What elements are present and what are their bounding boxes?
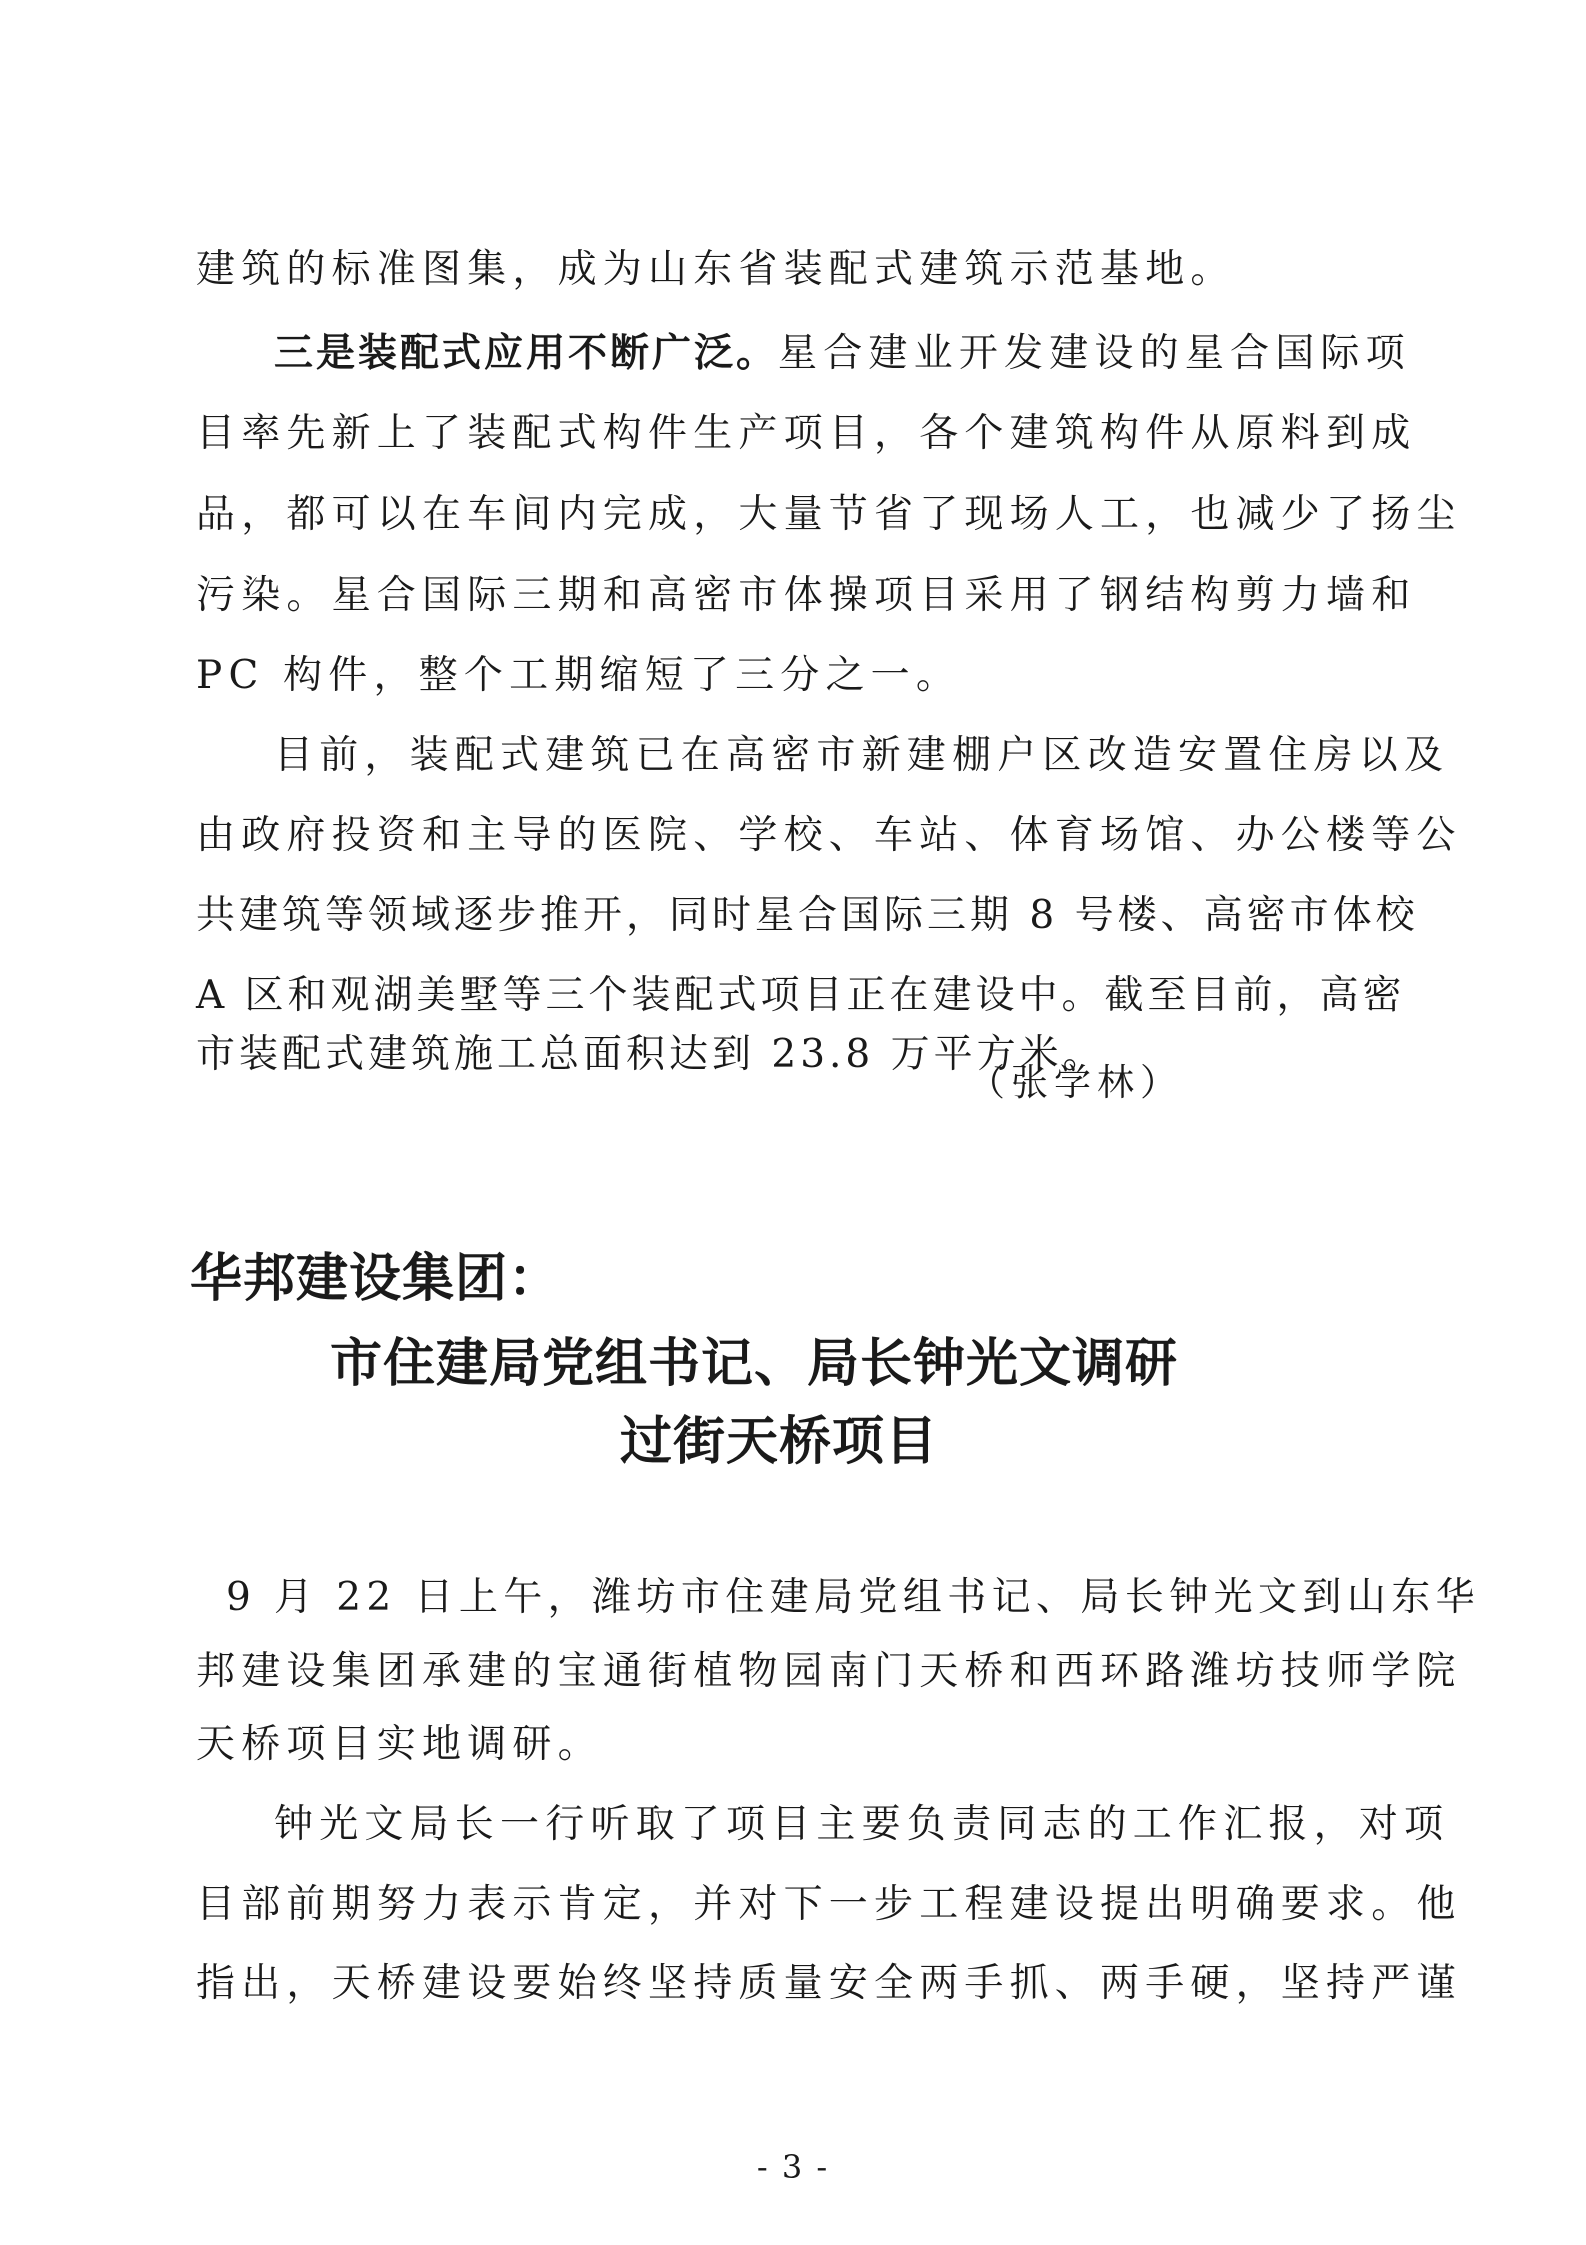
paragraph-line: 天桥项目实地调研。 [196,1722,603,1767]
paragraph-line: 品，都可以在车间内完成，大量节省了现场人工，也减少了扬尘 [196,492,1462,537]
paragraph-line: 指出，天桥建设要始终坚持质量安全两手抓、两手硬，坚持严谨 [196,1961,1462,2006]
paragraph-line: 钟光文局长一行听取了项目主要负责同志的工作汇报，对项 [274,1802,1450,1847]
paragraph-line: A 区和观湖美墅等三个装配式项目正在建设中。截至目前，高密 [196,973,1406,1018]
article-title-line1: 华邦建设集团： [190,1249,562,1309]
paragraph-line: 9 月 22 日上午，潍坊市住建局党组书记、局长钟光文到山东华 [226,1575,1481,1620]
paragraph-line: 污染。星合国际三期和高密市体操项目采用了钢结构剪力墙和 [196,573,1417,618]
paragraph-line-point3 [274,331,1474,376]
point3-heading: 三是装配式应用不断广泛。 [274,331,779,376]
paragraph-line: 目部前期努力表示肯定，并对下一步工程建设提出明确要求。他 [196,1882,1462,1927]
paragraph-line: 目率先新上了装配式构件生产项目，各个建筑构件从原料到成 [196,411,1417,456]
article-title-line2: 市住建局党组书记、局长钟光文调研 [330,1334,1179,1394]
paragraph-line: 邦建设集团承建的宝通街植物园南门天桥和西环路潍坊技师学院 [196,1649,1462,1694]
article-title-line3: 过街天桥项目 [620,1412,939,1472]
paragraph-line: PC 构件，整个工期缩短了三分之一。 [196,653,962,698]
paragraph-line: 建筑的标准图集，成为山东省装配式建筑示范基地。 [196,247,1236,292]
paragraph-line: 由政府投资和主导的医院、学校、车站、体育场馆、办公楼等公 [196,813,1462,858]
paragraph-line: 市装配式建筑施工总面积达到 23.8 万平方米。 [196,1032,1106,1077]
point3-text: 星合建业开发建设的星合国际项 [778,331,1411,376]
page-number: - 3 - [756,2148,830,2186]
paragraph-line: 目前，装配式建筑已在高密市新建棚户区改造安置住房以及 [274,733,1450,778]
article-author: （张学林） [968,1061,1183,1104]
paragraph-line: 共建筑等领域逐步推开，同时星合国际三期 8 号楼、高密市体校 [196,893,1419,938]
